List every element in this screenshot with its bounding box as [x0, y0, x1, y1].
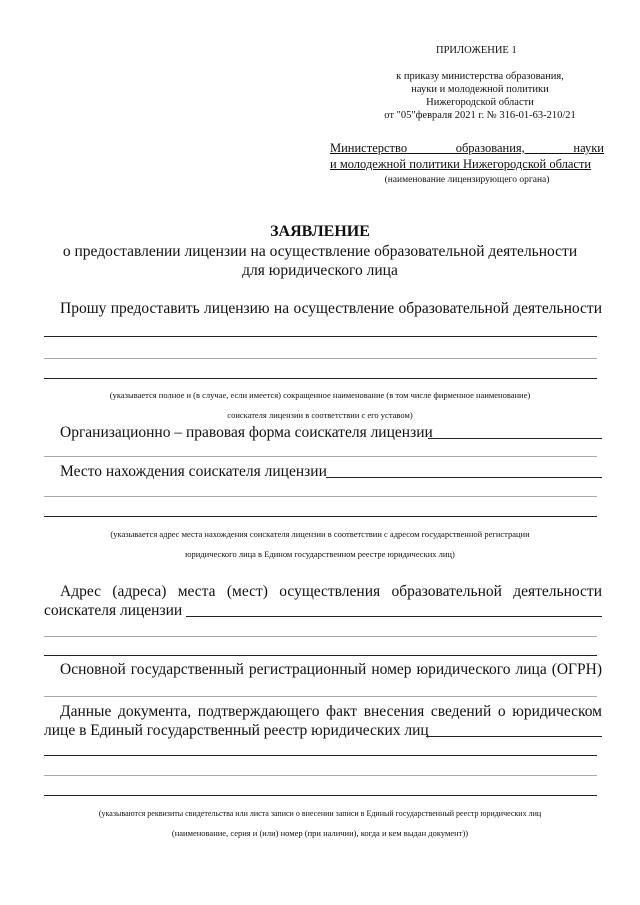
activity-address-field[interactable] [186, 616, 602, 617]
activity-address-line-2: соискателя лицензии [44, 602, 183, 619]
order-line-3: Нижегородской области [426, 97, 534, 108]
order-line-4: от "05"февраля 2021 г. № 316-01-63-210/21 [384, 110, 576, 121]
location-line-2[interactable] [44, 496, 597, 497]
egrul-caption-line-1: (указываются реквизиты свидетельства или листа записи о внесении записи в Единый государственный реестр юридических лиц [98, 809, 542, 818]
name-line-1[interactable] [44, 336, 597, 337]
authority-line-1: Министерство образования, науки [330, 141, 604, 155]
location-field[interactable] [326, 477, 602, 478]
legal-form-line-2[interactable] [44, 456, 597, 457]
egrul-text: Данные документа, подтверждающего факт внесения сведений о юридическом [60, 703, 602, 720]
name-caption-line-1: (указывается полное и (в случае, если имеется) сокращенное наименование (в том числе фирменное наименование) [109, 390, 531, 400]
location-line-3[interactable] [44, 516, 597, 517]
egrul-caption [40, 808, 600, 839]
licensing-authority [330, 140, 604, 172]
name-line-3[interactable] [44, 378, 597, 379]
order-line-2: науки и молодежной политики [411, 84, 549, 95]
title-subline-2: для юридического лица [242, 262, 398, 279]
legal-form-label: Организационно – правовая форма соискателя лицензии [60, 424, 433, 441]
location-label: Место нахождения соискателя лицензии [60, 463, 327, 480]
name-line-2[interactable] [44, 358, 597, 359]
egrul-text-line-2: лице в Единый государственный реестр юридических лиц [44, 722, 429, 739]
title-subline-1: о предоставлении лицензии на осуществление образовательной деятельности [62, 243, 578, 260]
egrul-line-2[interactable] [44, 755, 597, 756]
legal-form-field[interactable] [428, 438, 602, 439]
egrul-line-3[interactable] [44, 775, 597, 776]
location-caption-line-1: (указывается адрес места нахождения соискателя лицензии в соответствии с адресом государственной регистрации [110, 529, 530, 539]
request-text: Прошу предоставить лицензию на осуществление образовательной деятельности [60, 300, 602, 317]
activity-address-line-4[interactable] [44, 655, 597, 656]
appendix-label: ПРИЛОЖЕНИЕ 1 [436, 45, 517, 56]
name-caption [40, 390, 600, 421]
ogrn-label: Основной государственный регистрационный номер юридического лица (ОГРН) [60, 661, 602, 678]
authority-caption: (наименование лицензирующего органа) [384, 175, 550, 185]
location-caption [40, 529, 600, 560]
document-title: ЗАЯВЛЕНИЕ [270, 223, 370, 240]
egrul-caption-line-2: (наименование, серия и (или) номер (при наличии), когда и кем выдан документ)) [171, 828, 469, 838]
egrul-line-4[interactable] [44, 795, 597, 796]
activity-address-line-3[interactable] [44, 636, 597, 637]
ogrn-field[interactable] [44, 696, 597, 697]
order-reference [360, 70, 600, 122]
location-caption-line-2: юридического лица в Едином государственном реестре юридических лиц) [185, 549, 455, 559]
order-line-1: к приказу министерства образования, [396, 71, 564, 82]
authority-line-2: и молодежной политики Нижегородской области [330, 157, 592, 171]
name-caption-line-2: соискателя лицензии в соответствии с его уставом) [227, 410, 413, 420]
egrul-field[interactable] [426, 736, 602, 737]
activity-address-text: Адрес (адреса) места (мест) осуществления образовательной деятельности [60, 583, 602, 600]
